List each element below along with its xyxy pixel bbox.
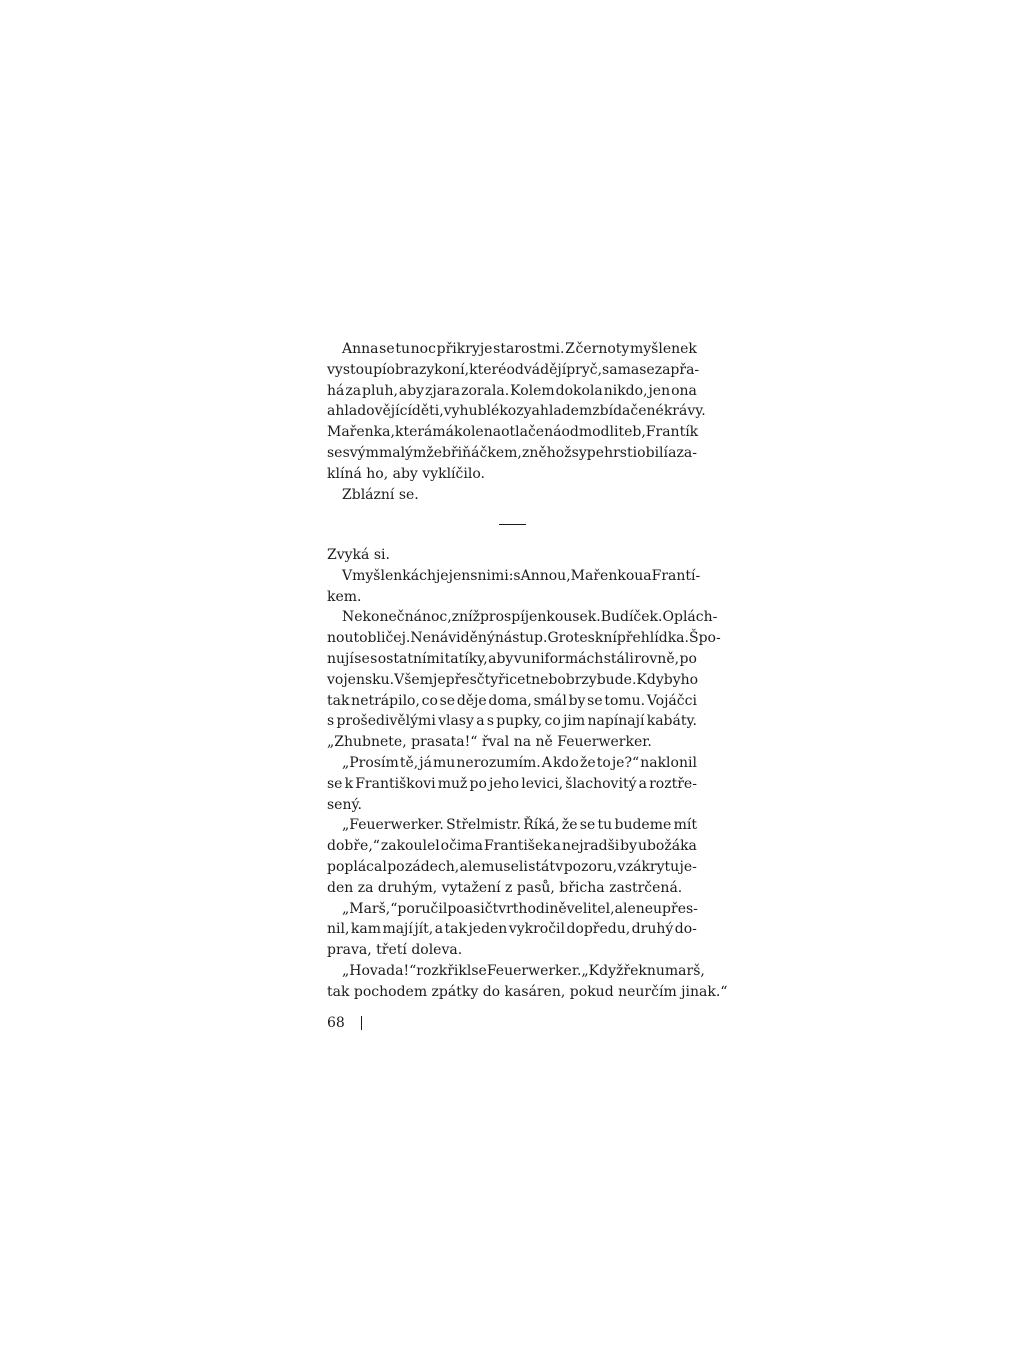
text-line: dobře,“ zakoulel očima František a nejradši by ubožáka bbox=[327, 838, 697, 855]
text-line: „Hovada!“ rozkřikl se Feuerwerker. „Když řeknu marš, bbox=[342, 962, 705, 979]
text-line: vystoupí obrazy koní, které odvádějí pryč, sama se zapřa- bbox=[327, 361, 700, 378]
section-2 bbox=[327, 545, 728, 1003]
text-line: há za pluh, aby zjara zorala. Kolem dokola nikdo, jen ona bbox=[327, 382, 697, 399]
text-line: Anna se tu noc přikryje starostmi. Z černoty myšlenek bbox=[342, 341, 697, 357]
text-line: V myšlenkách je jen s nimi: s Annou, Mařenkou a Frantí- bbox=[342, 567, 701, 584]
text-line: sený. bbox=[327, 796, 362, 813]
page-number: 68 bbox=[327, 1015, 345, 1031]
text-line: „Marš,“ poručil po asi čtvrthodině velitel, ale neupřes- bbox=[342, 900, 698, 917]
text-line: „Feuerwerker. Střelmistr. Říká, že se tu budeme mít bbox=[342, 817, 697, 834]
text-line: „Zhubnete, prasata!“ řval na ně Feuerwerker. bbox=[327, 734, 652, 751]
text-line: Nekonečná noc, z níž prospí jen kousek. Budíček. Oplách- bbox=[342, 609, 718, 626]
text-line: nují se s ostatními tatíky, aby v uniformách stáli rovně, po bbox=[327, 650, 697, 667]
text-line: se svým malým žebřiňáčkem, z něhož sype hrsti obilí a za- bbox=[327, 444, 697, 461]
text-line: poplácal po zádech, ale museli stát v pozoru, v zákrytu je- bbox=[327, 858, 697, 875]
section-1 bbox=[327, 339, 706, 505]
text-line: Zblázní se. bbox=[342, 486, 419, 503]
text-line: tak pochodem zpátky do kasáren, pokud neurčím jinak.“ bbox=[327, 983, 728, 1000]
footer-rule bbox=[361, 1016, 362, 1030]
text-line: a hladovějící děti, vyhublé kozy a hladem zbídačené krávy. bbox=[327, 403, 706, 420]
text-line: s prošedivělými vlasy a s pupky, co jim napínají kabáty. bbox=[327, 713, 697, 730]
section-separator bbox=[499, 524, 526, 525]
text-line: se k Františkovi muž po jeho levici, šlachovitý a roztře- bbox=[327, 775, 697, 792]
text-line: prava, třetí doleva. bbox=[327, 942, 463, 959]
text-line: Mařenka, která má kolena otlačená od modliteb, Frantík bbox=[327, 424, 699, 441]
page-footer bbox=[327, 1013, 362, 1033]
text-line: den za druhým, vytažení z pasů, břicha zastrčená. bbox=[327, 879, 683, 896]
text-line: nil, kam mají jít, a tak jeden vykročil dopředu, druhý do- bbox=[327, 921, 697, 938]
text-line: vojensku. Všem je přes čtyřicet nebo brzy bude. Kdyby ho bbox=[327, 671, 699, 688]
text-line: tak netrápilo, co se děje doma, smál by se tomu. Vojáčci bbox=[327, 692, 697, 709]
text-line: klíná ho, aby vyklíčilo. bbox=[327, 465, 485, 482]
text-line: „Prosím tě, já mu nerozumím. A kdo že to je?“ naklonil bbox=[342, 754, 697, 771]
text-line: Zvyká si. bbox=[327, 547, 390, 563]
text-line: nout obličej. Nenáviděný nástup. Groteskní přehlídka. Špo- bbox=[327, 630, 721, 647]
text-line: kem. bbox=[327, 588, 362, 605]
